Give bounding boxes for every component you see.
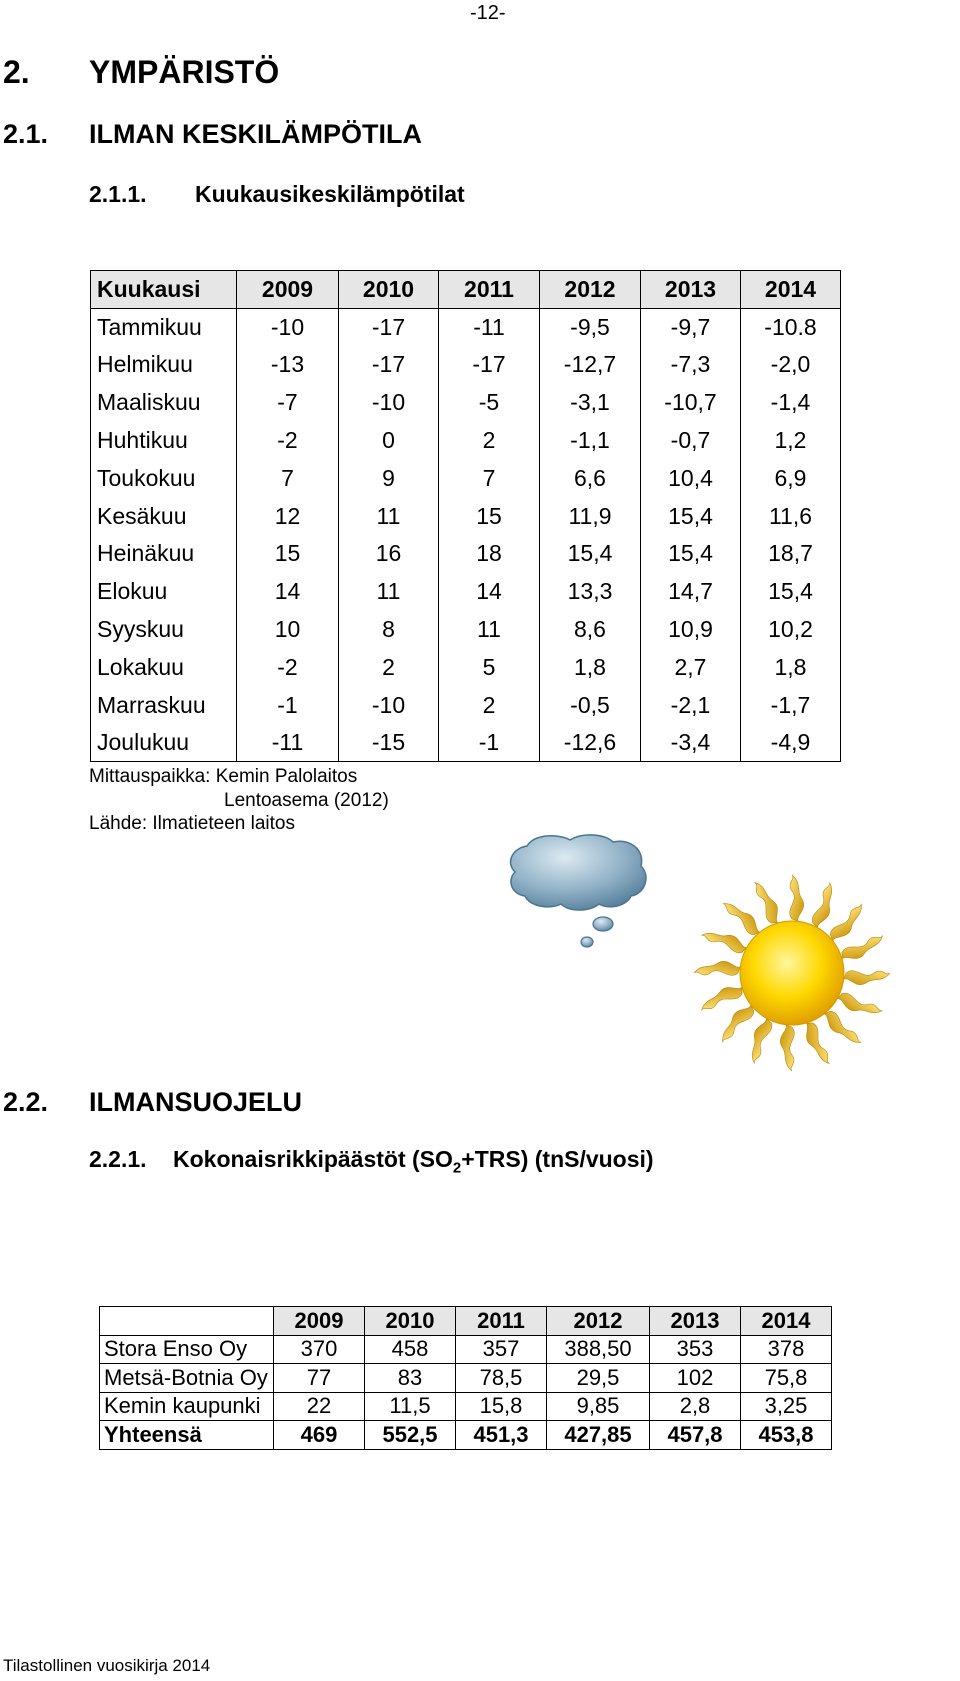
header-year: 2010 [365, 1307, 456, 1336]
source-cell: Metsä-Botnia Oy [100, 1364, 274, 1393]
note-source: Lähde: Ilmatieteen laitos [89, 813, 295, 834]
temperature-cell: -7,3 [641, 346, 741, 384]
header-year: 2009 [237, 271, 339, 309]
table-row [91, 724, 841, 762]
sun-ray [780, 1025, 794, 1071]
temperature-cell: -0,5 [540, 686, 641, 724]
emission-cell: 3,25 [741, 1392, 832, 1421]
note-measurement-site: Mittauspaikka: Kemin Palolaitos [89, 766, 358, 787]
page-number: -12- [470, 2, 506, 24]
temperature-cell: -2,0 [741, 346, 841, 384]
month-cell: Kesäkuu [91, 497, 237, 535]
temperature-cell: -1 [237, 686, 339, 724]
temperature-cell: 10,2 [741, 611, 841, 649]
sun-ray [790, 875, 804, 921]
header-year: 2010 [339, 271, 439, 309]
subsection-title: ILMAN KESKILÄMPÖTILA [89, 119, 422, 149]
emission-cell: 2,8 [650, 1392, 741, 1421]
sun-ray [721, 895, 763, 937]
temperature-cell: -10 [237, 308, 339, 346]
emission-cell: 357 [456, 1335, 547, 1364]
temperature-cell: -7 [237, 384, 339, 422]
emission-cell: 78,5 [456, 1364, 547, 1393]
section-number: 2. [3, 54, 30, 90]
temperature-cell: -13 [237, 346, 339, 384]
table-row [100, 1335, 832, 1364]
subsubsection-heading-2-1-1 [89, 181, 465, 208]
temperature-cell: -5 [439, 384, 540, 422]
temperature-cell: -17 [439, 346, 540, 384]
temperature-cell: -11 [439, 308, 540, 346]
emission-cell: 83 [365, 1364, 456, 1393]
temperature-cell: 15,4 [540, 535, 641, 573]
subsection-number: 2.2. [3, 1087, 49, 1117]
table-row [91, 384, 841, 422]
sun-icon [692, 873, 892, 1073]
emission-cell: 75,8 [741, 1364, 832, 1393]
month-cell: Lokakuu [91, 648, 237, 686]
total-cell: 451,3 [456, 1421, 547, 1450]
temperature-cell: -4,9 [741, 724, 841, 762]
total-cell: 552,5 [365, 1421, 456, 1450]
emission-cell: 370 [274, 1335, 365, 1364]
subsubsection-number: 2.2.1. [89, 1146, 147, 1172]
temperature-cell: -2,1 [641, 686, 741, 724]
footer: Tilastollinen vuosikirja 2014 [3, 1656, 211, 1675]
temperature-cell: 14 [439, 573, 540, 611]
emission-cell: 458 [365, 1335, 456, 1364]
table-row [91, 648, 841, 686]
subsection-number: 2.1. [3, 119, 49, 149]
temperature-cell: 7 [439, 459, 540, 497]
sun-ray [839, 933, 887, 964]
temperature-cell: -17 [339, 346, 439, 384]
temperature-cell: -10 [339, 384, 439, 422]
header-month: Kuukausi [91, 271, 237, 309]
temperature-cell: -1 [439, 724, 540, 762]
emission-cell: 388,50 [547, 1335, 650, 1364]
header-year: 2011 [456, 1307, 547, 1336]
temperature-cell: 15 [237, 535, 339, 573]
temperature-cell: 15,4 [741, 573, 841, 611]
temperature-cell: 18,7 [741, 535, 841, 573]
cloud-icon [505, 828, 655, 953]
table-row [91, 611, 841, 649]
month-cell: Maaliskuu [91, 384, 237, 422]
temperature-cell: 5 [439, 648, 540, 686]
temperature-cell: 14,7 [641, 573, 741, 611]
sun-ray [694, 961, 740, 975]
temperature-cell: 11 [339, 573, 439, 611]
temperature-cell: -1,4 [741, 384, 841, 422]
header-empty [100, 1307, 274, 1336]
source-cell: Kemin kaupunki [100, 1392, 274, 1421]
month-cell: Huhtikuu [91, 422, 237, 460]
month-cell: Joulukuu [91, 724, 237, 762]
emission-cell: 378 [741, 1335, 832, 1364]
subsection-heading-2-1 [3, 119, 422, 150]
temperature-cell: 1,8 [741, 648, 841, 686]
temperature-cell: -10,7 [641, 384, 741, 422]
temperature-cell: -10.8 [741, 308, 841, 346]
sun-ray [820, 1008, 862, 1050]
temperature-cell: 6,9 [741, 459, 841, 497]
title-part2: +TRS) (tnS/vuosi) [461, 1146, 654, 1172]
emission-cell: 102 [650, 1364, 741, 1393]
sun-ray [744, 1017, 775, 1065]
title-part1: Kokonaisrikkipäästöt (SO [173, 1146, 453, 1172]
temperature-cell: -10 [339, 686, 439, 724]
emission-cell: 22 [274, 1392, 365, 1421]
temperature-cell: -12,7 [540, 346, 641, 384]
header-year: 2014 [741, 1307, 832, 1336]
note-measurement-site-2012: Lentoasema (2012) [224, 790, 389, 811]
temperature-cell: -11 [237, 724, 339, 762]
month-cell: Tammikuu [91, 308, 237, 346]
emission-cell: 353 [650, 1335, 741, 1364]
subsubsection-title: Kuukausikeskilämpötilat [195, 181, 465, 207]
sun-ray [827, 902, 869, 944]
total-cell: 453,8 [741, 1421, 832, 1450]
source-cell: Stora Enso Oy [100, 1335, 274, 1364]
sun-ray [836, 991, 884, 1022]
total-label: Yhteensä [100, 1421, 274, 1450]
temperature-cell: 14 [237, 573, 339, 611]
temperature-cell: -2 [237, 648, 339, 686]
total-cell: 469 [274, 1421, 365, 1450]
temperature-cell: 9 [339, 459, 439, 497]
temperature-cell: -1,7 [741, 686, 841, 724]
emission-cell: 9,85 [547, 1392, 650, 1421]
temperature-cell: 15 [439, 497, 540, 535]
temperature-cell: 8,6 [540, 611, 641, 649]
sun-ray [810, 882, 841, 930]
temperature-cell: -1,1 [540, 422, 641, 460]
table-header-row [100, 1307, 832, 1336]
table-row [91, 497, 841, 535]
sun-ray [714, 1001, 756, 1043]
temperature-cell: -0,7 [641, 422, 741, 460]
table-row [91, 308, 841, 346]
temperature-cell: 12 [237, 497, 339, 535]
section-title: YMPÄRISTÖ [89, 54, 280, 90]
temperature-cell: 11,6 [741, 497, 841, 535]
total-cell: 457,8 [650, 1421, 741, 1450]
header-year: 2012 [540, 271, 641, 309]
temperature-cell: 18 [439, 535, 540, 573]
temperature-cell: 15,4 [641, 497, 741, 535]
sun-ray [697, 982, 745, 1013]
subsection-title: ILMANSUOJELU [89, 1087, 303, 1117]
subsubsection-number: 2.1.1. [89, 181, 147, 207]
temperature-cell: -9,7 [641, 308, 741, 346]
month-cell: Elokuu [91, 573, 237, 611]
temperature-cell: -12,6 [540, 724, 641, 762]
sun-ray [752, 878, 783, 926]
temperature-cell: -3,4 [641, 724, 741, 762]
temperature-cell: 1,2 [741, 422, 841, 460]
temperature-cell: 2 [439, 686, 540, 724]
temperature-cell: -17 [339, 308, 439, 346]
temperature-cell: -9,5 [540, 308, 641, 346]
table-row [91, 422, 841, 460]
month-cell: Marraskuu [91, 686, 237, 724]
sun-ray [801, 1020, 832, 1068]
temperature-cell: 7 [237, 459, 339, 497]
temperature-cell: -2 [237, 422, 339, 460]
temperature-cell: 16 [339, 535, 439, 573]
temperature-cell: 6,6 [540, 459, 641, 497]
temperature-cell: 11,9 [540, 497, 641, 535]
temperature-cell: 15,4 [641, 535, 741, 573]
emission-cell: 11,5 [365, 1392, 456, 1421]
title-subscript: 2 [452, 1159, 462, 1177]
temperature-cell: -3,1 [540, 384, 641, 422]
emission-cell: 15,8 [456, 1392, 547, 1421]
table-row [91, 346, 841, 384]
temperature-cell: 0 [339, 422, 439, 460]
emission-cell: 77 [274, 1364, 365, 1393]
temperature-cell: 2 [339, 648, 439, 686]
table-row [91, 686, 841, 724]
temperature-cell: 2 [439, 422, 540, 460]
header-year: 2009 [274, 1307, 365, 1336]
header-year: 2014 [741, 271, 841, 309]
header-year: 2011 [439, 271, 540, 309]
temperature-cell: 13,3 [540, 573, 641, 611]
subsubsection-heading-2-2-1 [89, 1146, 654, 1177]
month-cell: Heinäkuu [91, 535, 237, 573]
header-year: 2012 [547, 1307, 650, 1336]
subsection-heading-2-2 [3, 1087, 303, 1118]
table-row [91, 459, 841, 497]
table-row [91, 573, 841, 611]
temperature-cell: 1,8 [540, 648, 641, 686]
table-row [91, 535, 841, 573]
temperature-cell: 10,4 [641, 459, 741, 497]
month-cell: Toukokuu [91, 459, 237, 497]
temperature-cell: 10,9 [641, 611, 741, 649]
table-row [100, 1392, 832, 1421]
table-row [100, 1364, 832, 1393]
temperature-cell: 11 [439, 611, 540, 649]
temperature-cell: 11 [339, 497, 439, 535]
header-year: 2013 [650, 1307, 741, 1336]
total-cell: 427,85 [547, 1421, 650, 1450]
total-row [100, 1421, 832, 1450]
sun-ray [844, 971, 890, 985]
section-heading [3, 54, 280, 91]
month-cell: Helmikuu [91, 346, 237, 384]
emission-cell: 29,5 [547, 1364, 650, 1393]
subsubsection-title [173, 1146, 654, 1177]
temperature-cell: 10 [237, 611, 339, 649]
emissions-table [99, 1306, 832, 1450]
sun-ray [701, 925, 749, 956]
table-header-row [91, 271, 841, 309]
temperature-cell: 2,7 [641, 648, 741, 686]
header-year: 2013 [641, 271, 741, 309]
temperature-cell: 8 [339, 611, 439, 649]
temperature-table [90, 270, 841, 762]
month-cell: Syyskuu [91, 611, 237, 649]
temperature-cell: -15 [339, 724, 439, 762]
